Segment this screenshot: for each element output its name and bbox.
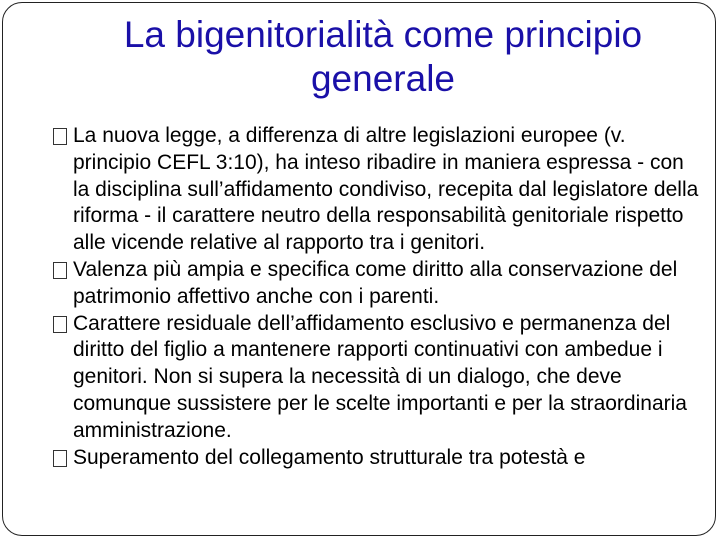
- bullet-item: [53, 123, 703, 257]
- bullet-item: [53, 257, 703, 311]
- slide-title: La bigenitorialità come principio generale: [123, 14, 643, 99]
- slide-content: [53, 123, 703, 471]
- empty-square-icon: [53, 316, 67, 333]
- bullet-text: La nuova legge, a differenza di altre legislazioni europee (v. principio CEFL 3:10), ha inteso ribadire in maniera espressa - con la disciplina sull’affidamento condiviso, recepita dal legislatore della riforma - il carattere neutro della responsabilità genitoriale rispetto alle vicende relative al rapporto tra i genitori.: [73, 124, 699, 255]
- bullet-item: [53, 445, 703, 472]
- bullet-item: [53, 311, 703, 445]
- empty-square-icon: [53, 450, 67, 467]
- bullet-text: Superamento del collegamento strutturale tra potestà e: [73, 445, 586, 469]
- bullet-text: Carattere residuale dell’affidamento esclusivo e permanenza del diritto del figlio a mantenere rapporti continuativi con ambedue i genitori. Non si supera la necessità di un dialogo, che deve comunque sussistere per le scelte importanti e per la straordinaria amministrazione.: [73, 311, 687, 442]
- empty-square-icon: [53, 262, 67, 279]
- slide-frame: [2, 2, 716, 536]
- empty-square-icon: [53, 128, 67, 145]
- bullet-text: Valenza più ampia e specifica come diritto alla conservazione del patrimonio affettivo anche con i parenti.: [73, 257, 678, 308]
